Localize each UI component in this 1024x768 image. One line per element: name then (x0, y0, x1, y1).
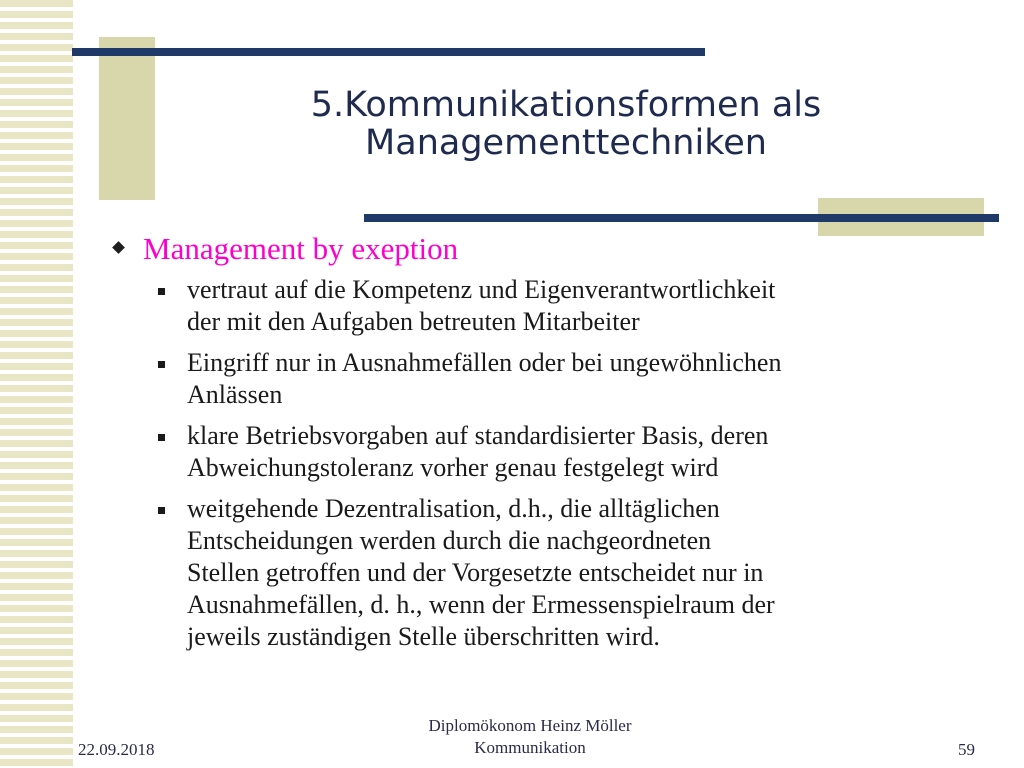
navy-accent-line-top (72, 48, 705, 56)
sub-bullet-item (105, 420, 985, 484)
square-bullet-icon (158, 434, 165, 441)
navy-accent-line-right (364, 214, 999, 222)
page-number: 59 (958, 740, 975, 759)
sub-bullet-text: vertraut auf die Kompetenz und Eigenverantwortlichkeit (187, 275, 776, 304)
sub-bullet-text: Entscheidungen werden durch die nachgeordneten (187, 526, 712, 555)
sub-bullet-item (105, 347, 985, 411)
striped-sidebar-decoration (0, 0, 73, 768)
slide-content (105, 230, 985, 662)
sub-bullet-item (105, 493, 985, 653)
slide-title-line-2: Managementtechniken (365, 123, 767, 163)
footer-center (380, 715, 680, 759)
sub-bullet-text: Ausnahmefällen, d. h., wenn der Ermessenspielraum der (187, 590, 775, 619)
sub-bullet-text: Anlässen (187, 380, 283, 409)
sub-bullet-text: Stellen getroffen und der Vorgesetzte entscheidet nur in (187, 558, 764, 587)
sub-bullet-text: jeweils zuständigen Stelle überschritten wird. (187, 622, 660, 651)
slide-title (200, 86, 932, 162)
square-bullet-icon (158, 507, 165, 514)
slide-title-line-1: 5.Kommunikationsformen als (310, 85, 822, 125)
main-bullet-text: Management by exeption (143, 231, 459, 266)
sub-bullet-text: der mit den Aufgaben betreuten Mitarbeiter (187, 307, 640, 336)
sub-bullet-text: Abweichungstoleranz vorher genau festgelegt wird (187, 453, 719, 482)
sub-bullet-item (105, 274, 985, 338)
sub-bullet-text: klare Betriebsvorgaben auf standardisierter Basis, deren (187, 421, 769, 450)
square-bullet-icon (158, 361, 165, 368)
sub-bullet-text: Eingriff nur in Ausnahmefällen oder bei ungewöhnlichen (187, 348, 782, 377)
footer-subject: Kommunikation (474, 738, 586, 757)
sub-bullet-list (105, 274, 985, 653)
sub-bullet-text: weitgehende Dezentralisation, d.h., die alltäglichen (187, 494, 720, 523)
footer-date: 22.09.2018 (78, 740, 155, 759)
footer-author: Diplomökonom Heinz Möller (428, 716, 632, 735)
olive-accent-block-top (99, 37, 155, 200)
main-bullet (105, 230, 985, 268)
diamond-bullet-icon (112, 241, 125, 254)
square-bullet-icon (158, 288, 165, 295)
